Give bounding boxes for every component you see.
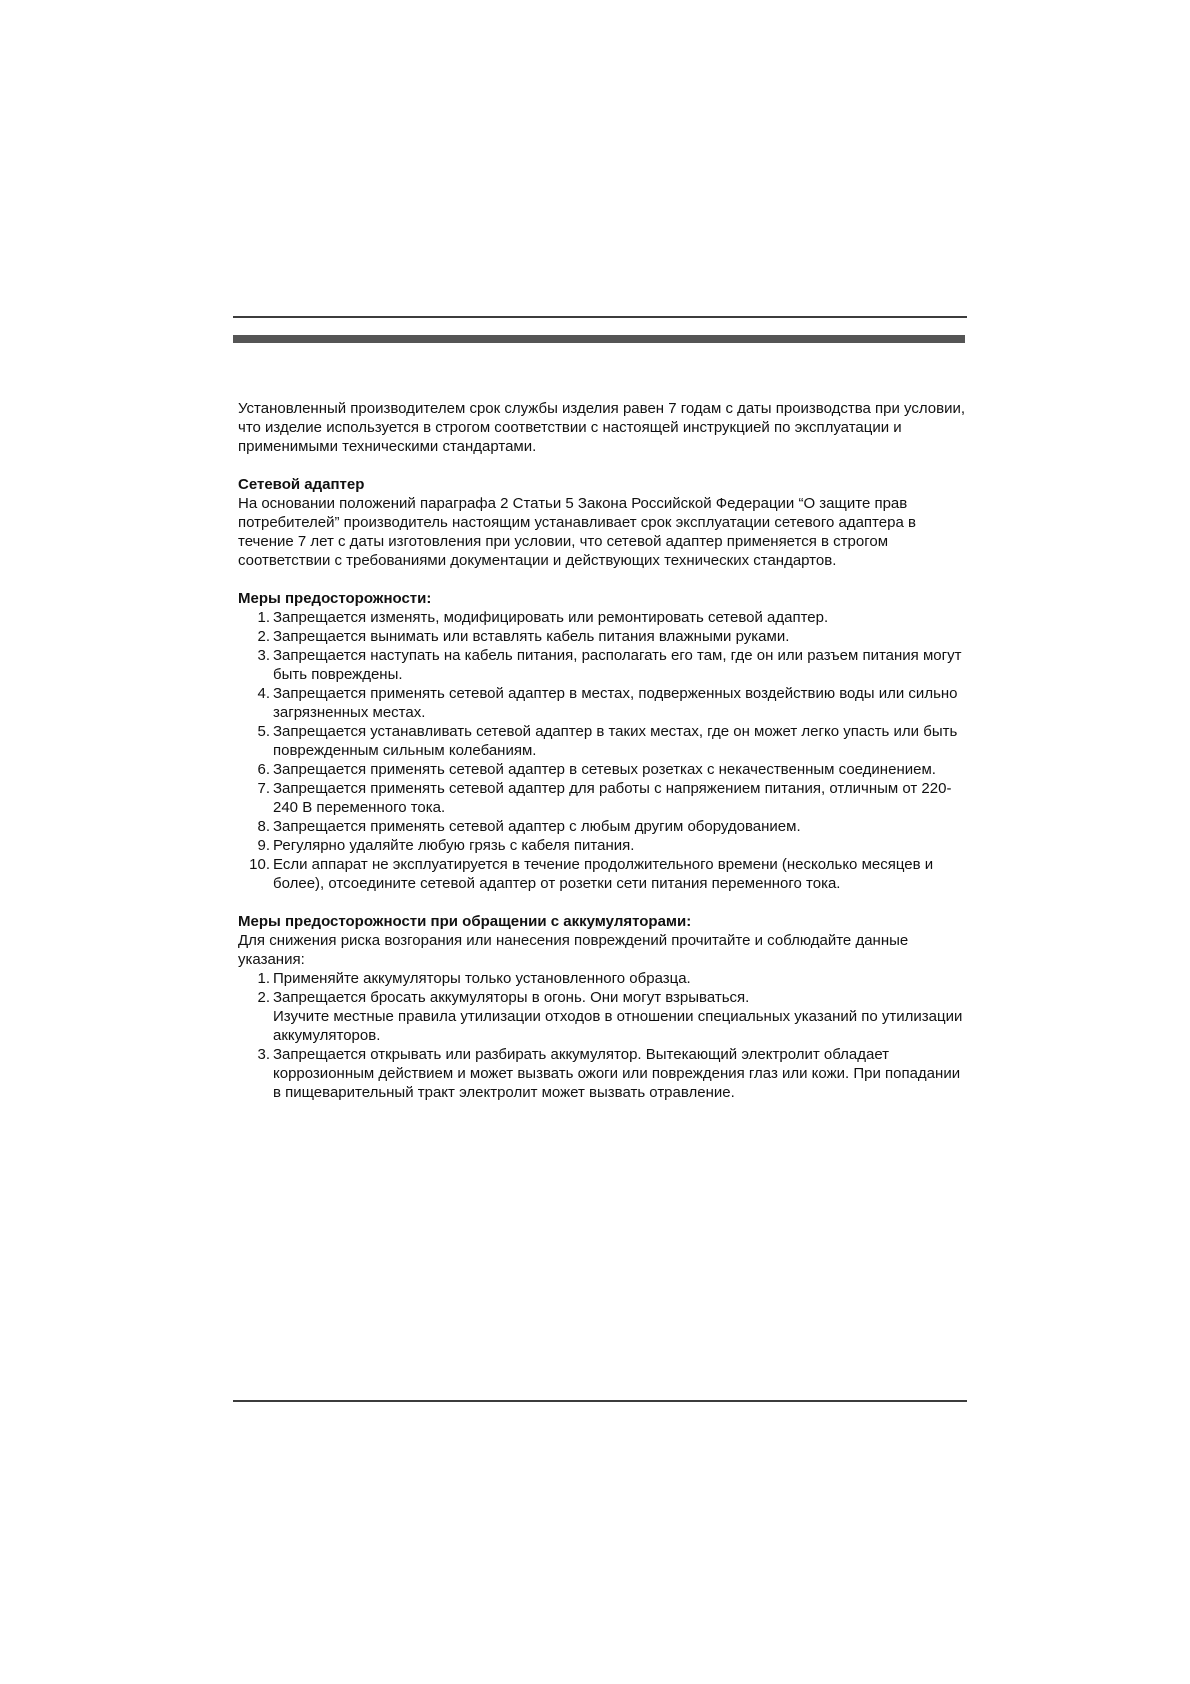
battery-list [238,969,968,1102]
item-text: Запрещается открывать или разбирать аккумулятор. Вытекающий электролит обладает коррозионным действием и может вызвать ожоги или повреждения глаз или кожи. При попадании в пищеварительный тракт электролит может вызвать отравление. [273,1046,961,1101]
item-number: 2. [257,989,270,1006]
item-number: 8. [257,818,270,835]
item-text: Применяйте аккумуляторы только установленного образца. [273,970,691,987]
top-rule [233,316,967,318]
item-number: 2. [257,628,270,645]
item-number: 1. [257,970,270,987]
adapter-paragraph: На основании положений параграфа 2 Статьи 5 Закона Российской Федерации “О защите прав потребителей” производитель настоящим устанавливает срок эксплуатации сетевого адаптера в течение 7 лет с даты изготовления при условии, что сетевой адаптер применяется в строгом соответствии с требованиями документации и действующих технических стандартов. [238,495,916,569]
item-number: 3. [257,1046,270,1063]
item-text: Регулярно удаляйте любую грязь с кабеля питания. [273,837,635,854]
item-number: 6. [257,761,270,778]
item-number: 5. [257,723,270,740]
item-text: Запрещается применять сетевой адаптер в сетевых розетках с некачественным соединением. [273,761,936,778]
item-text: Запрещается бросать аккумуляторы в огонь. Они могут взрываться. [273,989,750,1006]
precautions-list [238,608,968,893]
battery-heading: Меры предосторожности при обращении с аккумуляторами: [238,913,692,930]
item-text: Запрещается наступать на кабель питания, располагать его там, где он или разъем питания могут быть повреждены. [273,647,962,683]
item-text: Запрещается устанавливать сетевой адаптер в таких местах, где он может легко упасть или быть поврежденным сильным колебаниям. [273,723,958,759]
list-item [238,722,968,760]
item-number: 10. [249,856,270,873]
battery-intro: Для снижения риска возгорания или нанесения повреждений прочитайте и соблюдайте данные указания: [238,932,909,968]
item-number: 4. [257,685,270,702]
document-body [238,399,968,1102]
list-item [238,988,968,1045]
list-item [238,627,968,646]
item-text: Запрещается применять сетевой адаптер с любым другим оборудованием. [273,818,801,835]
list-item [238,836,968,855]
header-band [233,335,965,343]
item-number: 9. [257,837,270,854]
item-note: Изучите местные правила утилизации отходов в отношении специальных указаний по утилизации аккумуляторов. [273,1008,963,1044]
list-item [238,1045,968,1102]
adapter-heading: Сетевой адаптер [238,476,365,493]
item-text: Запрещается применять сетевой адаптер в местах, подверженных воздействию воды или сильно загрязненных местах. [273,685,958,721]
list-item [238,608,968,627]
list-item [238,855,968,893]
list-item [238,817,968,836]
item-number: 1. [257,609,270,626]
bottom-rule [233,1400,967,1402]
item-number: 3. [257,647,270,664]
list-item [238,646,968,684]
list-item [238,684,968,722]
item-text: Если аппарат не эксплуатируется в течение продолжительного времени (несколько месяцев и более), отсоедините сетевой адаптер от розетки сети питания переменного тока. [273,856,934,892]
list-item [238,969,968,988]
list-item [238,760,968,779]
list-item [238,779,968,817]
item-text: Запрещается изменять, модифицировать или ремонтировать сетевой адаптер. [273,609,829,626]
item-text: Запрещается вынимать или вставлять кабель питания влажными руками. [273,628,790,645]
precautions-heading: Меры предосторожности: [238,590,432,607]
item-number: 7. [257,780,270,797]
item-text: Запрещается применять сетевой адаптер для работы с напряжением питания, отличным от 220-240 В переменного тока. [273,780,952,816]
service-life-paragraph: Установленный производителем срок службы изделия равен 7 годам с даты производства при условии, что изделие используется в строгом соответствии с настоящей инструкцией по эксплуатации и применимыми техническими стандартами. [238,400,966,455]
